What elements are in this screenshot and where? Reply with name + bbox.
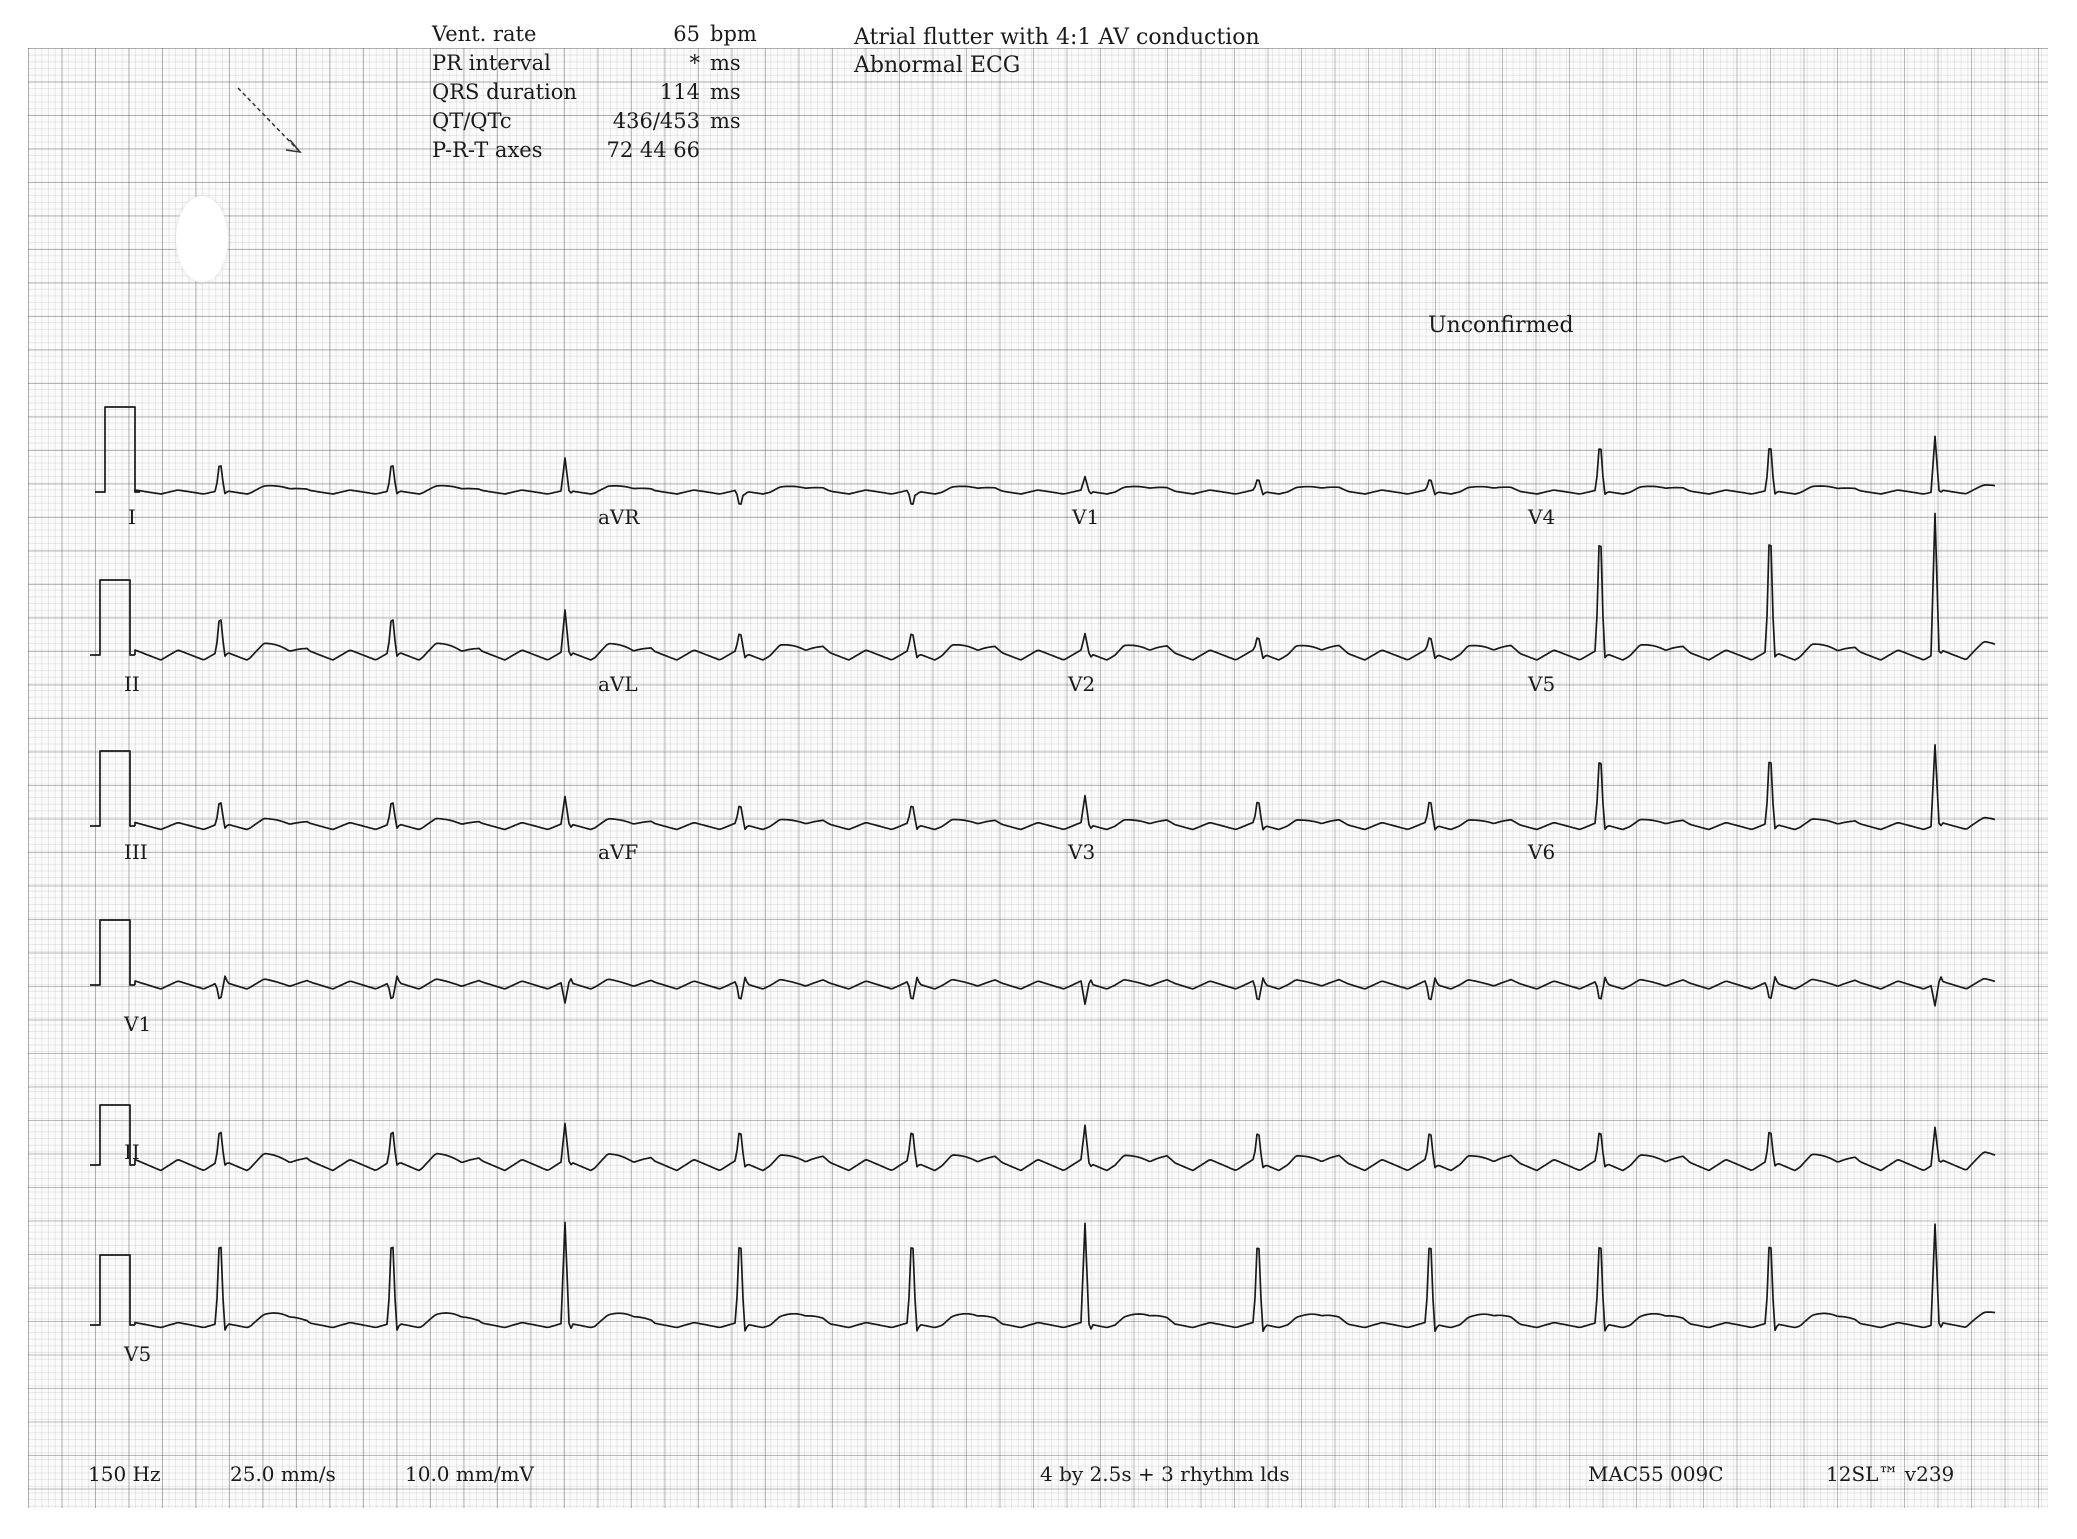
lead-label-I: I xyxy=(128,505,136,529)
measurements-block xyxy=(432,20,757,165)
lead-label-V4: V4 xyxy=(1528,505,1556,529)
interpretation-line: Abnormal ECG xyxy=(854,53,1021,78)
lead-label-II: II xyxy=(124,672,140,696)
gain-setting: 10.0 mm/mV xyxy=(405,1462,534,1486)
measurement-row xyxy=(432,20,757,49)
lead-label-aVR: aVR xyxy=(598,505,640,529)
measurement-label: PR interval xyxy=(432,51,551,75)
arrow-head-icon xyxy=(286,140,300,152)
rhythm-strip-V5 xyxy=(135,1223,1995,1332)
rhythm-label-V1: V1 xyxy=(124,1012,152,1036)
interpretation-line: Atrial flutter with 4:1 AV conduction xyxy=(854,25,1260,50)
lead-label-aVF: aVF xyxy=(598,840,639,864)
device-model: MAC55 009C xyxy=(1588,1462,1724,1486)
calibration-pulse xyxy=(90,920,135,985)
trace-row-3 xyxy=(135,745,1995,830)
confirmation-status: Unconfirmed xyxy=(1428,313,1574,338)
measurement-unit: ms xyxy=(710,51,741,75)
rhythm-label-V5: V5 xyxy=(124,1342,152,1366)
lead-label-V3: V3 xyxy=(1068,840,1096,864)
measurement-value: 65 xyxy=(673,22,700,46)
measurement-label: QRS duration xyxy=(432,80,577,104)
measurement-value: 72 44 66 xyxy=(606,138,700,162)
filter-setting: 150 Hz xyxy=(88,1462,161,1486)
calibration-pulse xyxy=(90,580,135,655)
rhythm-label-II: II xyxy=(124,1140,140,1164)
measurement-row xyxy=(432,49,750,78)
measurement-unit: ms xyxy=(710,109,741,133)
measurement-unit: ms xyxy=(710,80,741,104)
lead-label-V1: V1 xyxy=(1072,505,1100,529)
calibration-pulse xyxy=(90,1255,135,1325)
measurement-row xyxy=(432,107,750,136)
measurement-value: 436/453 xyxy=(612,109,700,133)
lead-label-III: III xyxy=(124,840,148,864)
layout-format: 4 by 2.5s + 3 rhythm lds xyxy=(1040,1462,1290,1486)
interpretation-block xyxy=(854,24,1260,80)
measurement-label: QT/QTc xyxy=(432,109,512,133)
measurement-row xyxy=(432,136,750,165)
measurement-value: 114 xyxy=(659,80,700,104)
lead-label-V5: V5 xyxy=(1528,672,1556,696)
lead-label-V2: V2 xyxy=(1068,672,1096,696)
trace-row-1 xyxy=(135,436,1995,504)
rhythm-strip-V1 xyxy=(135,976,1995,1006)
rhythm-strip-II xyxy=(135,1124,1995,1171)
lead-label-aVL: aVL xyxy=(598,672,638,696)
software-version: 12SL™ v239 xyxy=(1826,1462,1955,1486)
calibration-pulse xyxy=(90,751,135,826)
measurement-value: * xyxy=(689,51,700,75)
measurement-unit: bpm xyxy=(710,22,757,46)
trace-row-2 xyxy=(135,514,1995,660)
measurement-label: Vent. rate xyxy=(432,22,537,46)
measurement-label: P-R-T axes xyxy=(432,138,543,162)
calibration-pulse xyxy=(95,407,140,492)
paper-speed: 25.0 mm/s xyxy=(230,1462,336,1486)
arrow-line xyxy=(238,88,298,150)
lead-label-V6: V6 xyxy=(1528,840,1556,864)
measurement-row xyxy=(432,78,750,107)
